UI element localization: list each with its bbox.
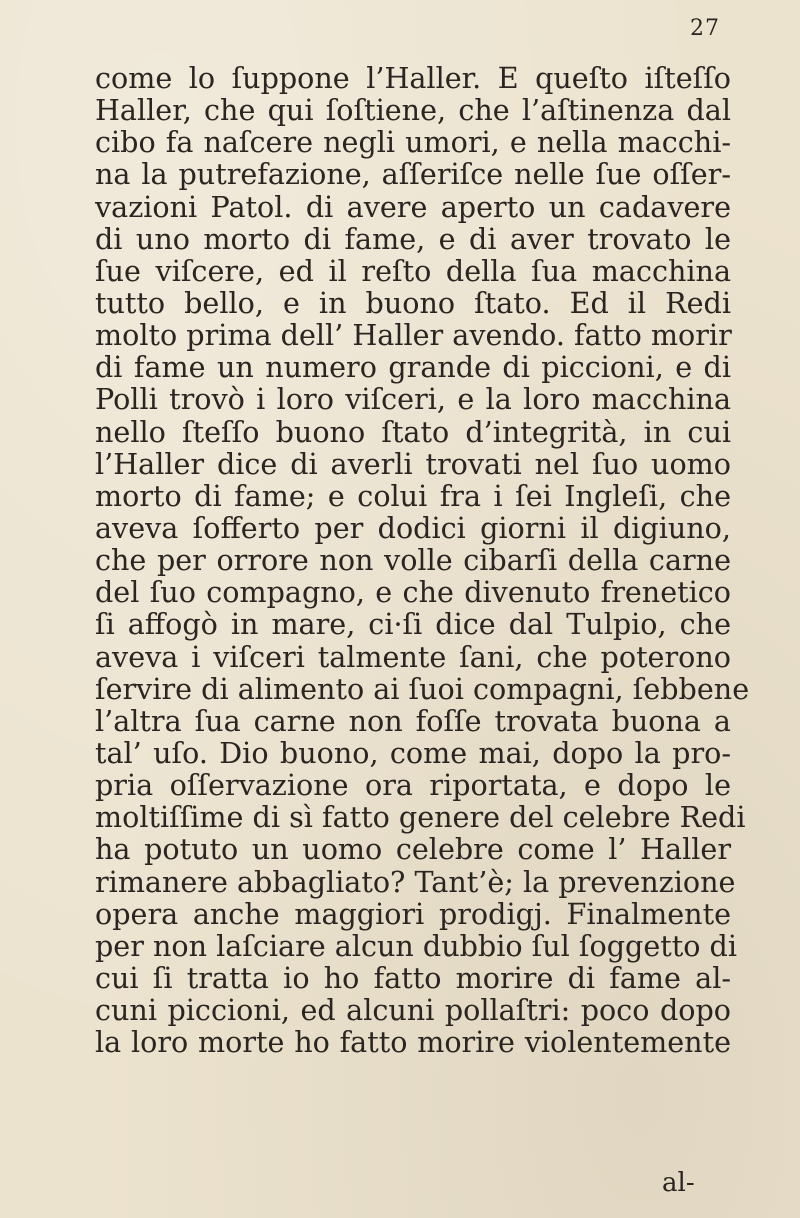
- text-line: ha potuto un uomo celebre come l’ Haller: [95, 832, 731, 867]
- text-line: molto prima dell’ Haller avendo. fatto morir: [95, 318, 732, 353]
- text-line: opera anche maggiori prodigj. Finalmente: [95, 896, 731, 931]
- text-line: l’altra ſua carne non foſſe trovata buona a: [95, 703, 731, 738]
- text-line: cibo fa naſcere negli umori, e nella macchi-: [95, 125, 731, 160]
- text-line: del ſuo compagno, e che divenuto frenetico: [95, 575, 731, 610]
- text-line: ſi affogò in mare, ci·ſi dice dal Tulpio, che: [95, 607, 731, 642]
- text-line: l’Haller dice di averli trovati nel ſuo uomo: [95, 446, 731, 481]
- text-line: morto di fame; e colui fra i ſei Ingleſi, che: [95, 478, 731, 513]
- body-text: [95, 61, 750, 1060]
- text-line: di uno morto di fame, e di aver trovato le: [95, 221, 731, 256]
- text-line: che per orrore non volle cibarſi della carne: [95, 543, 731, 578]
- text-line: ſue viſcere, ed il reſto della ſua macchina: [95, 253, 731, 288]
- text-line: pria oſſervazione ora riportata, e dopo le: [95, 768, 731, 803]
- text-line: per non laſciare alcun dubbio ſul ſoggetto di: [95, 928, 737, 963]
- text-line: Polli trovò i loro viſceri, e la loro macchina: [95, 382, 731, 417]
- text-line: aveva ſofferto per dodici giorni il digiuno,: [95, 510, 731, 545]
- text-line: ſervire di alimento ai ſuoi compagni, ſebbene: [95, 671, 750, 706]
- text-line: aveva i viſceri talmente ſani, che poterono: [95, 639, 731, 674]
- text-line: nello ſteſſo buono ſtato d’integrità, in cui: [95, 414, 731, 449]
- text-line: cuni piccioni, ed alcuni pollaſtri: poco dopo: [95, 993, 731, 1028]
- catchword: al-: [662, 1168, 695, 1198]
- text-line: rimanere abbagliato? Tant’è; la prevenzione: [95, 864, 736, 899]
- text-line: cui ſi tratta io ho fatto morire di fame al-: [95, 960, 731, 995]
- text-line: tal’ uſo. Dio buono, come mai, dopo la pro-: [95, 735, 731, 770]
- text-line: come lo ſuppone l’Haller. E queſto iſteſſo: [95, 61, 731, 95]
- text-line: moltiſſime di sì fatto genere del celebre Redi: [95, 800, 746, 835]
- text-line: Haller, che qui ſoſtiene, che l’aſtinenza dal: [95, 93, 731, 128]
- text-line: tutto bello, e in buono ſtato. Ed il Redi: [95, 285, 731, 320]
- text-line: la loro morte ho fatto morire violentemente: [95, 1025, 731, 1060]
- text-line: di fame un numero grande di piccioni, e di: [95, 350, 731, 385]
- page-number: 27: [690, 16, 720, 41]
- text-line: na la putrefazione, aſſeriſce nelle ſue oſſer-: [95, 157, 731, 192]
- text-line: vazioni Patol. di avere aperto un cadavere: [95, 189, 731, 224]
